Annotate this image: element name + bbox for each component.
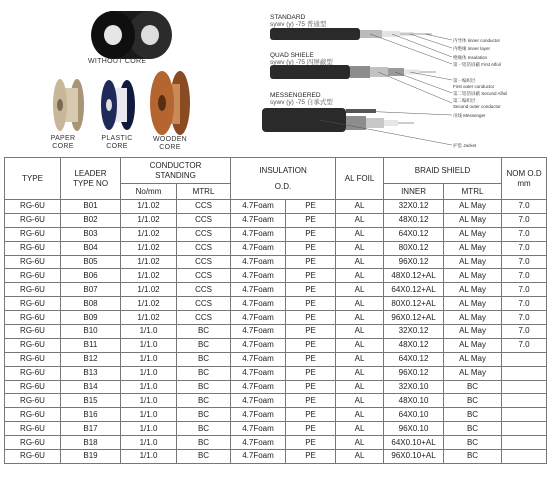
cell-conductor-mtrl: CCS: [177, 200, 231, 214]
cell-type: RG-6U: [5, 255, 61, 269]
cell-nom-od: [502, 366, 547, 380]
cell-al-foil: AL: [336, 297, 384, 311]
cell-conductor-no-mm: 1/1.02: [121, 311, 177, 325]
header-conductor-standing: CONDUCTOR STANDING: [121, 158, 231, 184]
cell-braid-inner: 96X0.12: [384, 255, 444, 269]
cell-nom-od: 7.0: [502, 297, 547, 311]
cell-nom-od: [502, 352, 547, 366]
wooden-core-label: WOODEN CORE: [152, 136, 188, 151]
cell-braid-mtrl: AL May: [444, 352, 502, 366]
cell-leader-type-no: B02: [61, 213, 121, 227]
cell-leader-type-no: B19: [61, 450, 121, 464]
cell-insulation-pe: PE: [286, 269, 336, 283]
cell-braid-mtrl: BC: [444, 450, 502, 464]
table-row: [5, 311, 547, 325]
cell-al-foil: AL: [336, 436, 384, 450]
cell-conductor-mtrl: CCS: [177, 297, 231, 311]
cell-insulation-foam: 4.7Foam: [231, 227, 286, 241]
cell-insulation-pe: PE: [286, 450, 336, 464]
table-row: [5, 283, 547, 297]
cable-spec-table: [4, 157, 547, 464]
cell-al-foil: AL: [336, 200, 384, 214]
cell-conductor-mtrl: BC: [177, 338, 231, 352]
cell-type: RG-6U: [5, 380, 61, 394]
cell-type: RG-6U: [5, 297, 61, 311]
cell-braid-inner: 64X0.10+AL: [384, 436, 444, 450]
cell-braid-mtrl: AL May: [444, 241, 502, 255]
cell-conductor-no-mm: 1/1.0: [121, 436, 177, 450]
cell-conductor-mtrl: CCS: [177, 227, 231, 241]
table-row: [5, 352, 547, 366]
cell-conductor-mtrl: BC: [177, 394, 231, 408]
cell-conductor-no-mm: 1/1.02: [121, 255, 177, 269]
cell-insulation-foam: 4.7Foam: [231, 394, 286, 408]
cell-al-foil: AL: [336, 422, 384, 436]
cell-insulation-pe: PE: [286, 227, 336, 241]
cell-conductor-mtrl: BC: [177, 380, 231, 394]
table-row: [5, 227, 547, 241]
table-row: [5, 450, 547, 464]
table-body: [5, 200, 547, 464]
cell-insulation-pe: PE: [286, 283, 336, 297]
cell-braid-inner: 64X0.12+AL: [384, 283, 444, 297]
cell-insulation-foam: 4.7Foam: [231, 422, 286, 436]
product-images: [0, 0, 550, 155]
cell-nom-od: 7.0: [502, 311, 547, 325]
table-row: [5, 394, 547, 408]
quad-cable-model: sywv (y) -75 四屏蔽型: [270, 59, 333, 66]
cell-conductor-mtrl: BC: [177, 436, 231, 450]
cell-leader-type-no: B10: [61, 325, 121, 339]
cell-al-foil: AL: [336, 380, 384, 394]
cell-insulation-foam: 4.7Foam: [231, 283, 286, 297]
cell-conductor-no-mm: 1/1.0: [121, 422, 177, 436]
standard-cable-title: STANDARD: [270, 14, 306, 21]
cell-al-foil: AL: [336, 450, 384, 464]
cell-al-foil: AL: [336, 283, 384, 297]
cell-nom-od: 7.0: [502, 338, 547, 352]
cell-type: RG-6U: [5, 450, 61, 464]
cell-type: RG-6U: [5, 269, 61, 283]
cell-braid-mtrl: AL May: [444, 200, 502, 214]
cell-al-foil: AL: [336, 338, 384, 352]
cell-braid-inner: 96X0.10: [384, 422, 444, 436]
cell-nom-od: [502, 450, 547, 464]
cell-type: RG-6U: [5, 408, 61, 422]
cell-braid-inner: 64X0.10: [384, 408, 444, 422]
cell-braid-inner: 80X0.12: [384, 241, 444, 255]
table-row: [5, 255, 547, 269]
cell-insulation-foam: 4.7Foam: [231, 269, 286, 283]
cell-conductor-no-mm: 1/1.0: [121, 380, 177, 394]
cell-braid-inner: 32X0.12: [384, 325, 444, 339]
cell-type: RG-6U: [5, 200, 61, 214]
cell-braid-inner: 48X0.12: [384, 338, 444, 352]
cell-braid-mtrl: AL May: [444, 297, 502, 311]
table-row: [5, 269, 547, 283]
cell-braid-inner: 96X0.12+AL: [384, 311, 444, 325]
cell-al-foil: AL: [336, 227, 384, 241]
annotation-first-braid-cn: 第一编织层: [453, 78, 476, 83]
cell-conductor-mtrl: CCS: [177, 283, 231, 297]
cell-leader-type-no: B06: [61, 269, 121, 283]
cell-braid-inner: 32X0.12: [384, 200, 444, 214]
header-insulation-od: INSULATION O.D.: [231, 158, 336, 200]
cell-braid-mtrl: BC: [444, 422, 502, 436]
header-braid-shield: BRAID SHIELD: [384, 158, 502, 184]
cell-leader-type-no: B05: [61, 255, 121, 269]
messengered-cable-model: sywv (y) -75 自承式型: [270, 99, 333, 106]
cell-al-foil: AL: [336, 366, 384, 380]
cell-conductor-no-mm: 1/1.0: [121, 366, 177, 380]
cell-type: RG-6U: [5, 422, 61, 436]
cell-insulation-foam: 4.7Foam: [231, 241, 286, 255]
cell-leader-type-no: B17: [61, 422, 121, 436]
cell-al-foil: AL: [336, 255, 384, 269]
cell-braid-mtrl: AL May: [444, 269, 502, 283]
cell-insulation-pe: PE: [286, 366, 336, 380]
cell-nom-od: [502, 394, 547, 408]
cell-leader-type-no: B15: [61, 394, 121, 408]
cell-insulation-pe: PE: [286, 436, 336, 450]
cell-conductor-mtrl: BC: [177, 325, 231, 339]
header-conductor-mtrl: MTRL: [177, 184, 231, 200]
cell-braid-inner: 32X0.10: [384, 380, 444, 394]
header-al-foil: AL FOIL: [336, 158, 384, 200]
annotation-second-outer-conductor: Second outer conductor: [453, 104, 501, 109]
without-core-label: WITHOUT CORE: [88, 58, 147, 65]
cell-insulation-pe: PE: [286, 380, 336, 394]
cell-braid-mtrl: BC: [444, 408, 502, 422]
cell-insulation-pe: PE: [286, 422, 336, 436]
cell-conductor-no-mm: 1/1.02: [121, 297, 177, 311]
cell-conductor-no-mm: 1/1.0: [121, 408, 177, 422]
wooden-core-spool-image: [150, 71, 190, 135]
cell-conductor-no-mm: 1/1.0: [121, 450, 177, 464]
plastic-core-label: PLASTIC CORE: [101, 135, 133, 150]
cell-conductor-no-mm: 1/1.02: [121, 200, 177, 214]
cell-type: RG-6U: [5, 325, 61, 339]
cell-insulation-pe: PE: [286, 213, 336, 227]
cell-conductor-mtrl: BC: [177, 408, 231, 422]
annotation-jacket: 护套 Jacket: [453, 143, 477, 148]
cell-braid-inner: 96X0.10+AL: [384, 450, 444, 464]
table-row: [5, 338, 547, 352]
header-inner: INNER: [384, 184, 444, 200]
cell-conductor-no-mm: 1/1.02: [121, 269, 177, 283]
table-row: [5, 325, 547, 339]
cell-braid-inner: 80X0.12+AL: [384, 297, 444, 311]
cell-leader-type-no: B18: [61, 436, 121, 450]
cell-conductor-no-mm: 1/1.02: [121, 213, 177, 227]
cell-al-foil: AL: [336, 352, 384, 366]
cell-type: RG-6U: [5, 338, 61, 352]
cell-type: RG-6U: [5, 366, 61, 380]
cell-nom-od: 7.0: [502, 200, 547, 214]
standard-cable-model: sywv (y) -75 普通型: [270, 21, 327, 28]
annotation-messenger: 吊线 Messenger: [453, 113, 486, 118]
cell-insulation-foam: 4.7Foam: [231, 297, 286, 311]
cell-insulation-foam: 4.7Foam: [231, 311, 286, 325]
cell-leader-type-no: B01: [61, 200, 121, 214]
cell-nom-od: [502, 436, 547, 450]
cell-conductor-mtrl: CCS: [177, 255, 231, 269]
header-type: TYPE: [5, 158, 61, 200]
cell-conductor-no-mm: 1/1.0: [121, 338, 177, 352]
annotation-insulation: 绝缘体 Insulation: [453, 55, 488, 60]
cell-nom-od: 7.0: [502, 283, 547, 297]
paper-core-label: PAPER CORE: [50, 135, 76, 150]
table-row: [5, 200, 547, 214]
quad-cable-title: QUAD SHIELE: [270, 52, 314, 59]
cell-al-foil: AL: [336, 394, 384, 408]
cell-al-foil: AL: [336, 269, 384, 283]
cell-insulation-foam: 4.7Foam: [231, 366, 286, 380]
cell-insulation-pe: PE: [286, 255, 336, 269]
annotation-first-alfoil: 第一铝箔屏蔽 First Alfoil: [453, 62, 501, 67]
messengered-cable-title: MESSENGERED: [270, 92, 321, 99]
cell-insulation-pe: PE: [286, 200, 336, 214]
cell-insulation-foam: 4.7Foam: [231, 450, 286, 464]
paper-core-spool-image: [53, 79, 84, 131]
header-no-mm: No/mm: [121, 184, 177, 200]
cell-leader-type-no: B12: [61, 352, 121, 366]
cell-insulation-pe: PE: [286, 297, 336, 311]
cell-conductor-no-mm: 1/1.0: [121, 352, 177, 366]
cell-insulation-foam: 4.7Foam: [231, 436, 286, 450]
cell-al-foil: AL: [336, 241, 384, 255]
cell-conductor-mtrl: BC: [177, 422, 231, 436]
cell-braid-mtrl: AL May: [444, 283, 502, 297]
table-row: [5, 297, 547, 311]
cell-insulation-pe: PE: [286, 338, 336, 352]
cell-conductor-mtrl: CCS: [177, 241, 231, 255]
cell-leader-type-no: B11: [61, 338, 121, 352]
cell-type: RG-6U: [5, 394, 61, 408]
annotation-inner-layer: 内绝缘 Iinner layer: [453, 46, 491, 51]
cell-braid-inner: 48X0.12: [384, 213, 444, 227]
cell-nom-od: 7.0: [502, 269, 547, 283]
annotation-inner-conductor: 内导体 Iinner conductor: [453, 38, 501, 43]
cell-insulation-pe: PE: [286, 325, 336, 339]
cell-insulation-foam: 4.7Foam: [231, 200, 286, 214]
cell-braid-mtrl: AL May: [444, 325, 502, 339]
cell-type: RG-6U: [5, 352, 61, 366]
cell-al-foil: AL: [336, 408, 384, 422]
table-row: [5, 213, 547, 227]
table-row: [5, 436, 547, 450]
cell-leader-type-no: B09: [61, 311, 121, 325]
cell-nom-od: 7.0: [502, 213, 547, 227]
cell-conductor-no-mm: 1/1.02: [121, 283, 177, 297]
cell-braid-mtrl: AL May: [444, 227, 502, 241]
cell-nom-od: [502, 422, 547, 436]
cell-nom-od: [502, 380, 547, 394]
cell-type: RG-6U: [5, 227, 61, 241]
annotation-second-braid-cn: 第二编织层: [453, 98, 476, 103]
annotation-first-outer-conductor: First outer conductor: [453, 84, 495, 89]
cell-conductor-no-mm: 1/1.02: [121, 241, 177, 255]
annotation-second-alfoil: 第二铝箔屏蔽 Second Alfoil: [453, 91, 508, 96]
cell-leader-type-no: B03: [61, 227, 121, 241]
cell-conductor-mtrl: CCS: [177, 269, 231, 283]
cell-type: RG-6U: [5, 311, 61, 325]
cell-conductor-mtrl: CCS: [177, 213, 231, 227]
cell-braid-mtrl: BC: [444, 380, 502, 394]
cell-braid-mtrl: AL May: [444, 366, 502, 380]
cell-insulation-foam: 4.7Foam: [231, 338, 286, 352]
messengered-cable-image: [262, 108, 414, 132]
cell-nom-od: 7.0: [502, 241, 547, 255]
standard-cable-image: [270, 28, 432, 40]
table-row: [5, 408, 547, 422]
header-leader-type-no: LEADER TYPE NO: [61, 158, 121, 200]
table-row: [5, 366, 547, 380]
cell-leader-type-no: B08: [61, 297, 121, 311]
cell-conductor-mtrl: BC: [177, 366, 231, 380]
cell-leader-type-no: B13: [61, 366, 121, 380]
cell-braid-inner: 48X0.12+AL: [384, 269, 444, 283]
cell-insulation-pe: PE: [286, 408, 336, 422]
cell-nom-od: 7.0: [502, 255, 547, 269]
cell-nom-od: 7.0: [502, 325, 547, 339]
cell-insulation-pe: PE: [286, 352, 336, 366]
header-nom-od: NOM O.D mm: [502, 158, 547, 200]
cell-al-foil: AL: [336, 213, 384, 227]
cell-braid-mtrl: AL May: [444, 311, 502, 325]
cell-type: RG-6U: [5, 213, 61, 227]
table-row: [5, 380, 547, 394]
cell-braid-mtrl: AL May: [444, 255, 502, 269]
header-braid-mtrl: MTRL: [444, 184, 502, 200]
cell-insulation-pe: PE: [286, 241, 336, 255]
cell-braid-mtrl: BC: [444, 436, 502, 450]
cell-al-foil: AL: [336, 311, 384, 325]
cell-leader-type-no: B14: [61, 380, 121, 394]
cell-insulation-foam: 4.7Foam: [231, 213, 286, 227]
cell-braid-inner: 48X0.10: [384, 394, 444, 408]
cell-insulation-foam: 4.7Foam: [231, 255, 286, 269]
cell-conductor-mtrl: BC: [177, 450, 231, 464]
cell-type: RG-6U: [5, 283, 61, 297]
cell-leader-type-no: B04: [61, 241, 121, 255]
cell-leader-type-no: B16: [61, 408, 121, 422]
table-row: [5, 241, 547, 255]
cell-braid-mtrl: BC: [444, 394, 502, 408]
cell-conductor-mtrl: BC: [177, 352, 231, 366]
cell-leader-type-no: B07: [61, 283, 121, 297]
table-row: [5, 422, 547, 436]
cell-braid-inner: 64X0.12: [384, 227, 444, 241]
cell-type: RG-6U: [5, 241, 61, 255]
cell-braid-inner: 96X0.12: [384, 366, 444, 380]
cell-type: RG-6U: [5, 436, 61, 450]
cell-insulation-foam: 4.7Foam: [231, 325, 286, 339]
cell-conductor-no-mm: 1/1.0: [121, 394, 177, 408]
cell-nom-od: 7.0: [502, 227, 547, 241]
cell-conductor-no-mm: 1/1.02: [121, 227, 177, 241]
cell-conductor-no-mm: 1/1.0: [121, 325, 177, 339]
cell-braid-inner: 64X0.12: [384, 352, 444, 366]
cell-insulation-foam: 4.7Foam: [231, 380, 286, 394]
cell-insulation-pe: PE: [286, 311, 336, 325]
cell-nom-od: [502, 408, 547, 422]
cell-al-foil: AL: [336, 325, 384, 339]
roll-without-core-image: [91, 11, 172, 59]
plastic-core-spool-image: [101, 80, 135, 130]
cell-braid-mtrl: AL May: [444, 213, 502, 227]
cell-braid-mtrl: AL May: [444, 338, 502, 352]
cell-conductor-mtrl: CCS: [177, 311, 231, 325]
cell-insulation-foam: 4.7Foam: [231, 352, 286, 366]
cell-insulation-foam: 4.7Foam: [231, 408, 286, 422]
cell-insulation-pe: PE: [286, 394, 336, 408]
